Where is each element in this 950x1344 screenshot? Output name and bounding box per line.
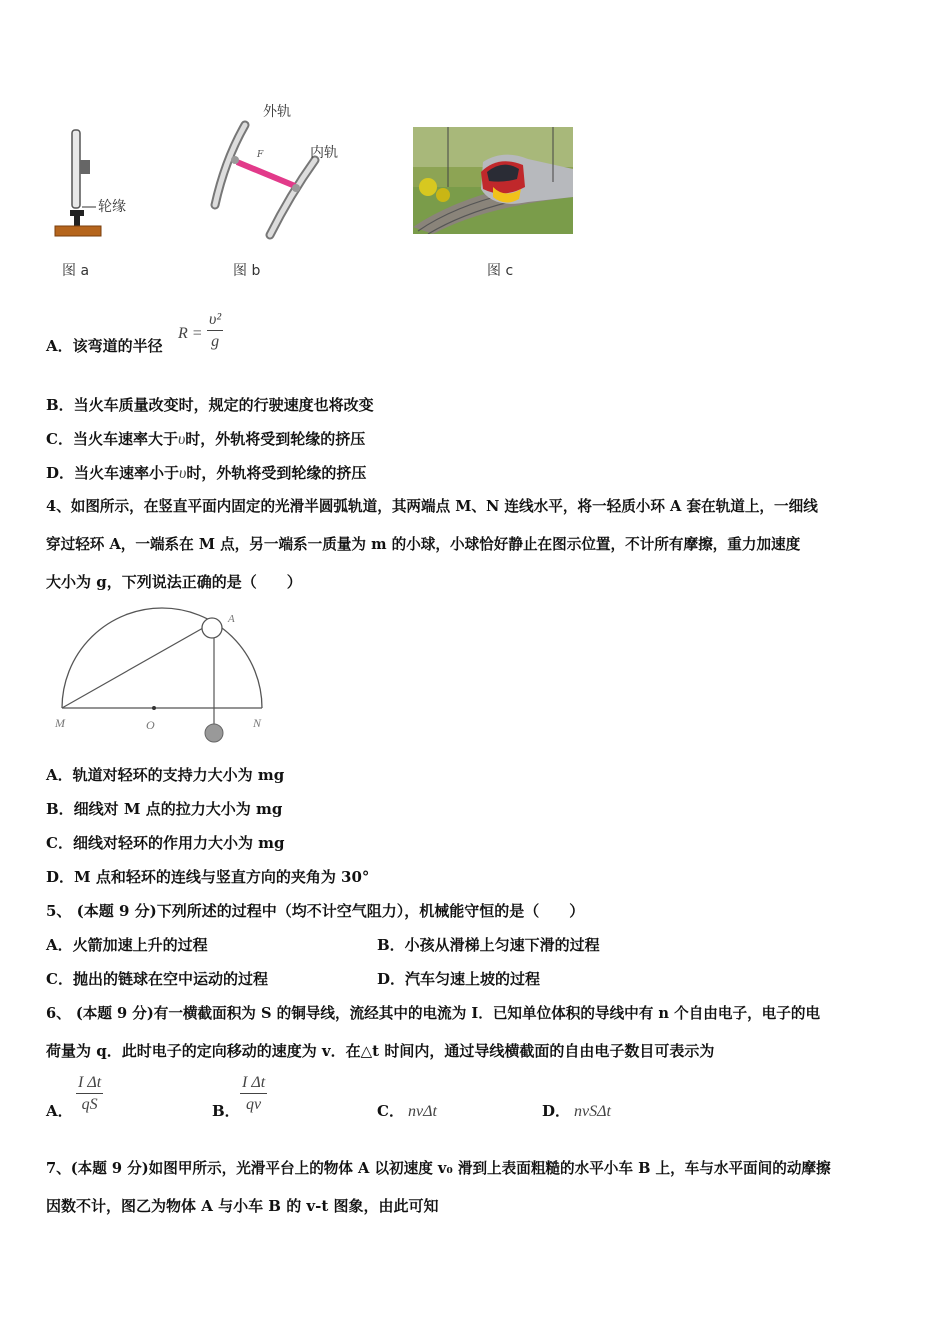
figure-a-wheel <box>50 125 140 240</box>
figure-b-rails <box>205 120 335 240</box>
q4-option-a: A．轨道对轻环的支持力大小为 mg <box>46 766 285 784</box>
figure-b-force-label: F <box>257 150 264 160</box>
q5-option-a: A．火箭加速上升的过程 <box>46 936 208 954</box>
q6-option-c-label: C． <box>377 1102 404 1120</box>
q3-formula-num: υ² <box>207 310 223 331</box>
q7-stem-line2: 因数不计，图乙为物体 A 与小车 B 的 v-t 图象，由此可知 <box>46 1197 439 1215</box>
q5-option-c: C．抛出的链球在空中运动的过程 <box>46 970 268 988</box>
q3-option-d-pre: D．当火车速率小于 <box>46 464 180 482</box>
figure-b-caption: 图 b <box>233 263 261 279</box>
q6-option-c-value: nvΔt <box>408 1103 437 1120</box>
figure-c-train-photo <box>413 127 573 234</box>
q4-stem-line2: 穿过轻环 A，一端系在 M 点，另一端系一质量为 m 的小球，小球恰好静止在图示位置，不计所有摩擦，重力加速度 <box>46 536 801 553</box>
q4-stem-line3: 大小为 g，下列说法正确的是（ ） <box>46 573 302 591</box>
figure-a-label: 轮缘 <box>98 199 126 215</box>
q4-figure-semicircle <box>50 605 280 750</box>
q3-option-a <box>46 336 163 356</box>
q6-option-b-den: qv <box>246 1096 262 1113</box>
q3-formula-den: g <box>211 333 220 350</box>
q6-option-a-num: I Δt <box>76 1073 103 1094</box>
q3-option-a-label: A．该弯道的半径 <box>46 337 163 355</box>
q6-option-d-label: D． <box>542 1102 571 1120</box>
q4-option-b: B．细线对 M 点的拉力大小为 mg <box>46 800 283 818</box>
q6-option-a-fraction <box>76 1073 103 1116</box>
q6-option-b-fraction <box>240 1073 267 1116</box>
q3-option-d-post: 时，外轨将受到轮缘的挤压 <box>186 464 367 482</box>
q6-option-a-den: qS <box>81 1096 98 1113</box>
q4-option-c: C．细线对轻环的作用力大小为 mg <box>46 834 285 852</box>
figure-a-caption: 图 a <box>62 263 90 279</box>
q3-option-d-var: υ <box>179 465 187 482</box>
q5-stem: 5、 (本题 9 分)下列所述的过程中（均不计空气阻力），机械能守恒的是（ ） <box>46 902 585 920</box>
q4-label-m: M <box>55 716 65 730</box>
q3-option-c-post: 时，外轨将受到轮缘的挤压 <box>185 430 366 448</box>
q4-label-o: O <box>146 718 155 732</box>
q5-option-d: D．汽车匀速上坡的过程 <box>377 970 541 988</box>
figure-c-caption: 图 c <box>487 263 514 279</box>
q3-formula-lhs: R = <box>178 325 203 342</box>
q3-option-c-var: υ <box>177 431 186 448</box>
q3-option-b: B．当火车质量改变时，规定的行驶速度也将改变 <box>46 396 374 414</box>
q4-label-n: N <box>253 716 262 730</box>
q7-stem-line1: 7、(本题 9 分)如图甲所示，光滑平台上的物体 A 以初速度 v₀ 滑到上表面粗糙的水平小车 B 上，车与水平面间的动摩擦 <box>46 1160 831 1177</box>
q6-stem-line2: 荷量为 q．此时电子的定向移动的速度为 v．在△t 时间内，通过导线横截面的自由电子数目可表示为 <box>46 1042 715 1060</box>
q6-option-d-value: nvSΔt <box>574 1103 611 1120</box>
q6-option-a-label: A． <box>46 1102 73 1120</box>
q4-label-a: A <box>228 613 235 625</box>
q3-option-d <box>46 463 366 484</box>
q6-stem-line1: 6、 (本题 9 分)有一横截面积为 S 的铜导线，流经其中的电流为 I．已知单位体积的导线中有 n 个自由电子，电子的电 <box>46 1005 821 1022</box>
figure-b-outer-label: 外轨 <box>263 104 291 120</box>
q4-option-d: D．M 点和轻环的连线与竖直方向的夹角为 30° <box>46 868 370 886</box>
q3-option-c-pre: C．当火车速率大于 <box>46 430 178 448</box>
q4-stem-line1: 4、如图所示，在竖直平面内固定的光滑半圆弧轨道，其两端点 M、N 连线水平，将一轻质小环 A 套在轨道上，一细线 <box>46 498 818 515</box>
q3-formula-fraction <box>207 310 223 353</box>
q5-option-b: B．小孩从滑梯上匀速下滑的过程 <box>377 936 600 954</box>
q3-option-c <box>46 429 365 450</box>
q6-option-b-num: I Δt <box>240 1073 267 1094</box>
q6-option-b-label: B． <box>212 1102 240 1120</box>
figure-b-inner-label: 内轨 <box>310 145 338 161</box>
